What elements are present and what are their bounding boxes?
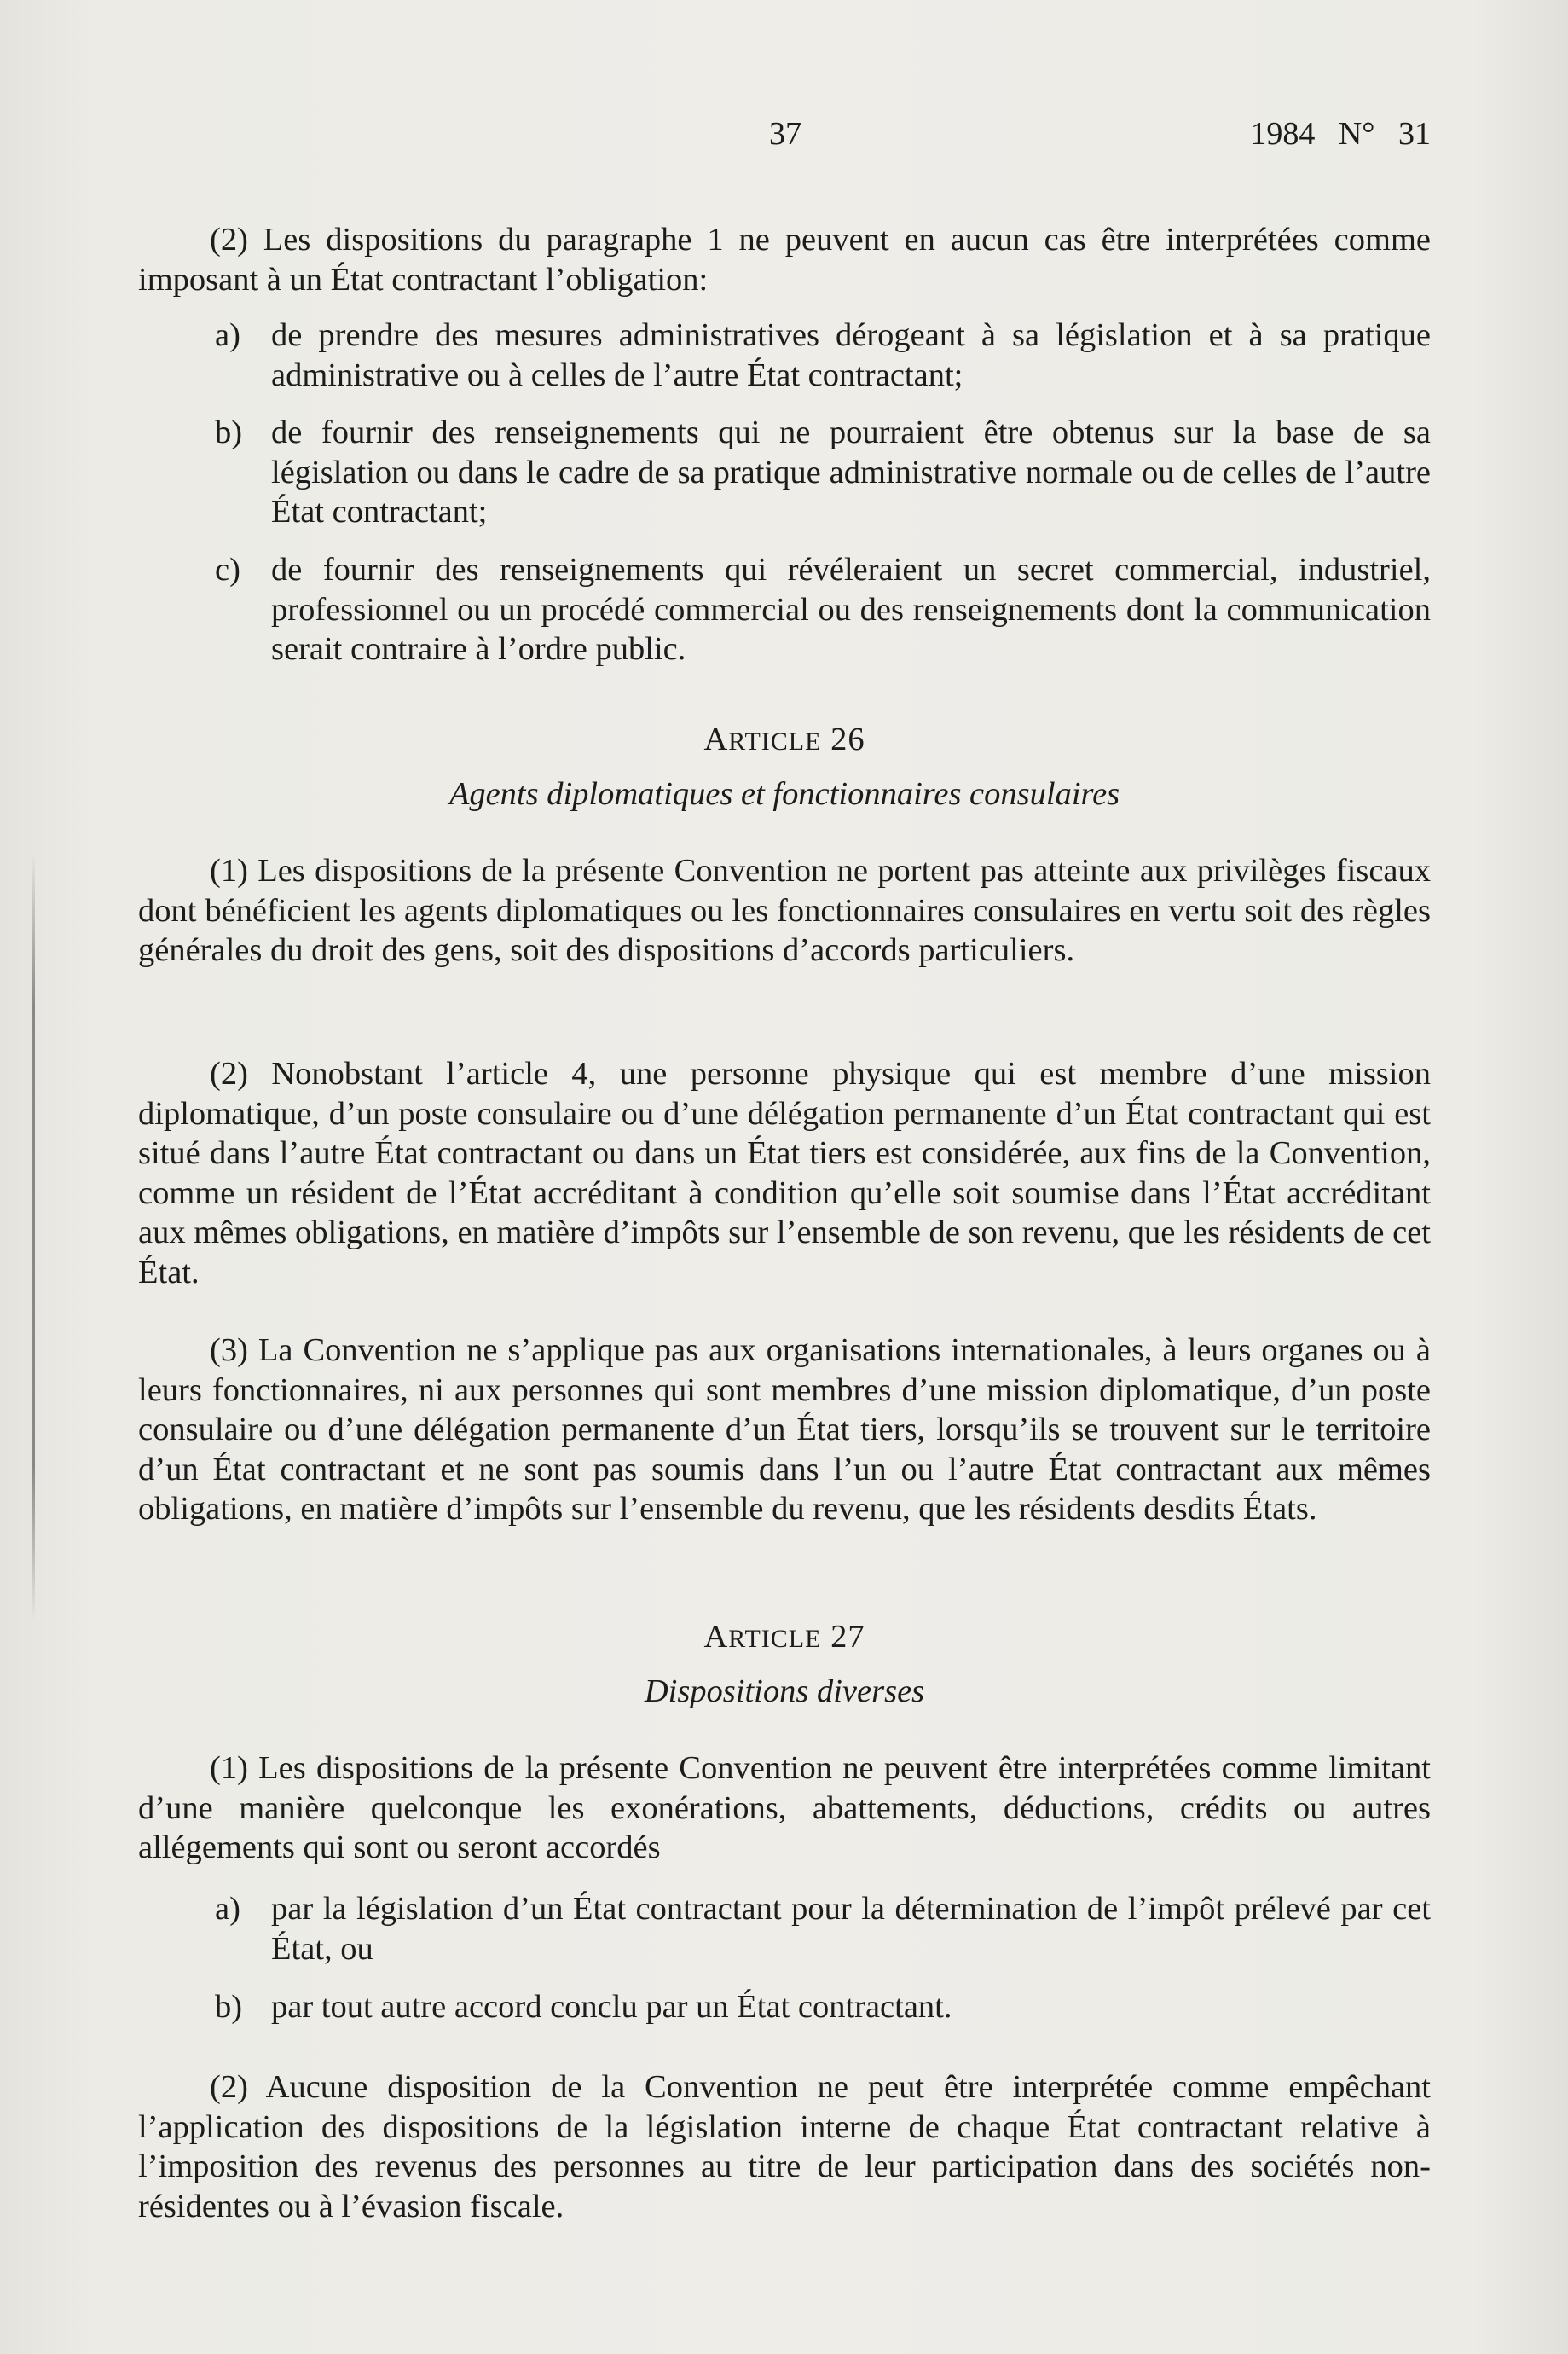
heading-number: 27 bbox=[830, 1619, 865, 1655]
item-marker: b) bbox=[215, 1989, 243, 2025]
article27-title: Dispositions diverses bbox=[644, 1673, 925, 1709]
article27-item-b bbox=[215, 1987, 1431, 2027]
item-text: de fournir des renseignements qui ne pourraient être obtenus sur la base de sa législation ou dans le cadre de sa pratique administrative normale ou de celles de l’autre État contractant; bbox=[271, 415, 1431, 530]
heading-initial: A bbox=[703, 722, 729, 757]
article25-item-c bbox=[215, 550, 1431, 670]
article27-heading bbox=[138, 1617, 1431, 1660]
item-marker: a) bbox=[215, 1891, 240, 1927]
item-text: de fournir des renseignements qui révéleraient un secret commercial, industriel, professionnel ou un procédé commercial ou des renseignements dont la communication serait contraire à l’ordre public. bbox=[271, 552, 1431, 667]
article25-paragraph-2: (2) Les dispositions du paragraphe 1 ne peuvent en aucun cas être interprétées comme imposant à un État contractant l’obligation: bbox=[138, 222, 1431, 298]
article26-title: Agents diplomatiques et fonctionnaires consulaires bbox=[448, 776, 1120, 812]
article26-paragraph-3: (3) La Convention ne s’applique pas aux organisations internationales, à leurs organes ou à leurs fonctionnaires, ni aux personnes qui sont membres d’une mission diplomatique, d’un poste consulaire ou d’une délégation permanente d’un État tiers, lorsqu’ils se trouvent sur le territoire d’un État contractant et ne sont pas soumis dans l’un ou l’autre État contractant aux mêmes obligations, en matière d’impôts sur l’ensemble du revenu, que les résidents desdits États. bbox=[138, 1332, 1431, 1527]
article26-paragraph-1: (1) Les dispositions de la présente Convention ne portent pas atteinte aux privilèges fiscaux dont bénéficient les agents diplomatiques ou les fonctionnaires consulaires en vertu soit des règles générales du droit des gens, soit des dispositions d’accords particuliers. bbox=[138, 853, 1431, 968]
page-number: 37 bbox=[769, 116, 801, 152]
article25-item-a bbox=[215, 316, 1431, 395]
item-text: de prendre des mesures administratives dérogeant à sa législation et à sa pratique administrative ou à celles de l’autre État contractant; bbox=[271, 317, 1431, 393]
article26-heading bbox=[138, 720, 1431, 762]
heading-number: 26 bbox=[830, 722, 865, 757]
item-text: par tout autre accord conclu par un État contractant. bbox=[271, 1989, 952, 2025]
article25-item-b bbox=[215, 413, 1431, 532]
item-text: par la législation d’un État contractant pour la détermination de l’impôt prélevé par cet État, ou bbox=[271, 1891, 1431, 1967]
item-marker: c) bbox=[215, 552, 240, 588]
article26-paragraph-2: (2) Nonobstant l’article 4, une personne physique qui est membre d’une mission diplomatique, d’un poste consulaire ou d’une délégation permanente d’un État contractant qui est situé dans l’autre État contractant ou dans un État tiers est considérée, aux fins de la Convention, comme un résident de l’État accréditant à condition qu’elle soit soumise dans l’État accréditant aux mêmes obligations, en matière d’impôts sur l’ensemble de son revenu, que les résidents de cet État. bbox=[138, 1056, 1431, 1290]
heading-rest: RTICLE bbox=[728, 728, 822, 756]
heading-rest: RTICLE bbox=[728, 1625, 822, 1653]
article27-paragraph-1: (1) Les dispositions de la présente Convention ne peuvent être interprétées comme limitant d’une manière quelconque les exonérations, abattements, déductions, crédits ou autres allégements qui sont ou seront accordés bbox=[138, 1750, 1431, 1865]
binding-edge-line bbox=[32, 853, 35, 1621]
item-marker: b) bbox=[215, 415, 243, 450]
journal-reference: 1984 N° 31 bbox=[1250, 116, 1431, 152]
item-marker: a) bbox=[215, 317, 240, 353]
article27-paragraph-2: (2) Aucune disposition de la Convention ne peut être interprétée comme empêchant l’application des dispositions de la législation interne de chaque État contractant relative à l’imposition des revenus des personnes au titre de leur participation dans des sociétés non-résidentes ou à l’évasion fiscale. bbox=[138, 2069, 1431, 2224]
article27-item-a bbox=[215, 1889, 1431, 1968]
heading-initial: A bbox=[703, 1619, 729, 1655]
page-header bbox=[138, 114, 1431, 157]
